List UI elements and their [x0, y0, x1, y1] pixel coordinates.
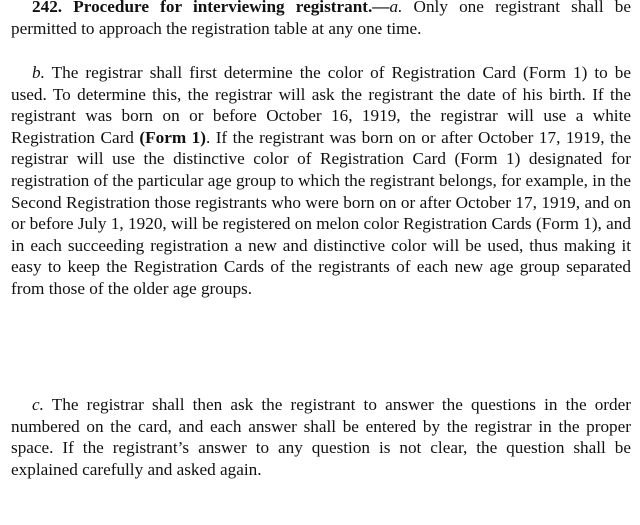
paragraph-marker-c: c. [32, 395, 44, 414]
paragraph-a [11, 0, 631, 39]
paragraph-marker-b: b. [32, 63, 45, 82]
paragraph-b-text-2: . If the registrant was born on or after October 17, 1919, the registrar will use the distinctive color of Registration Card (Form 1) designated for registration of the particular age group to which the registrant belongs, for example, in the Second Registration those registrants who were born on or after October 17, 1919, and on or before July 1, 1920, will be registered on melon color Registration Cards (Form 1), and in each succeeding registration a new and distinctive color will be used, thus making it easy to keep the Registration Cards of the registrants of each new age group separated from those of the older age groups. [11, 127, 631, 298]
section-number: 242. [32, 0, 63, 16]
paragraph-b-text-1: The registrar shall first determine the color of Registration Card (Form 1) to be used. To determine this, the registrar will ask the registrant the date of his birth. If the registrant was born on or before October 16, 1919, the registrar will use a white Registration Card [11, 63, 631, 147]
paragraph-b-form-bold: (Form 1) [139, 127, 206, 147]
paragraph-c [11, 394, 631, 480]
paragraph-c-text: The registrar shall then ask the registrant to answer the questions in the order numbered on the card, and each answer shall be entered by the registrar in the proper space. If the registrant’s answer to any question is not clear, the question shall be explained carefully and asked again. [11, 395, 631, 479]
paragraph-a-text: Only one registrant shall be permitted to approach the registration table at any one time. [11, 0, 631, 38]
section-heading: Procedure for interviewing registrant. [73, 0, 373, 16]
paragraph-marker-a: a. [389, 0, 403, 16]
heading-dash: — [372, 0, 390, 16]
paragraph-b [11, 62, 631, 300]
